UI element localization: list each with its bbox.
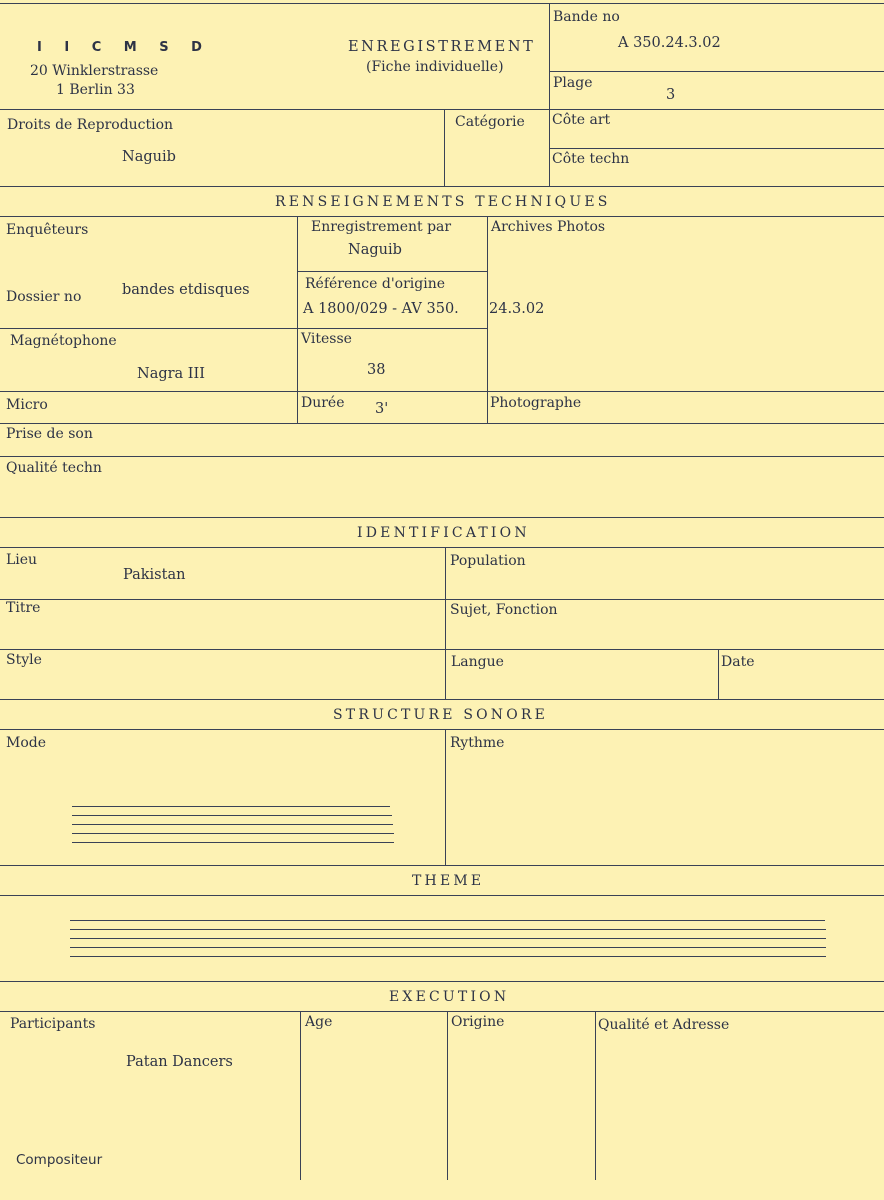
lieu-label: Lieu	[6, 552, 38, 568]
mode-staff-line-5	[72, 842, 394, 843]
theme-staff-line-5	[70, 956, 826, 957]
ident-section-title: IDENTIFICATION	[357, 525, 530, 541]
age-divider	[300, 1011, 301, 1180]
tech-section-title: RENSEIGNEMENTS TECHNIQUES	[275, 194, 611, 210]
magnetophone-value: Nagra III	[137, 366, 205, 382]
theme-section-title: THEME	[412, 873, 485, 889]
cote-rule	[549, 148, 884, 149]
ident-bottom-rule	[0, 699, 884, 700]
structure-section-title: STRUCTURE SONORE	[333, 707, 549, 723]
theme-title-rule	[0, 895, 884, 896]
top-border	[0, 3, 884, 4]
dossier-value: bandes etdisques	[122, 282, 250, 298]
participants-label: Participants	[10, 1016, 96, 1032]
origine-label: Origine	[451, 1014, 505, 1030]
style-top-rule	[0, 649, 884, 650]
execution-title-rule	[0, 1011, 884, 1012]
reference-value-a: A 1800/029 - AV 350.	[303, 301, 459, 317]
execution-section-title: EXECUTION	[389, 989, 510, 1005]
droits-value: Naguib	[122, 149, 176, 165]
date-label: Date	[721, 654, 755, 670]
header-bottom-rule	[0, 109, 884, 110]
prise-de-son-label: Prise de son	[6, 426, 93, 442]
institute-name: I I C M S D	[37, 40, 211, 55]
ident-divider	[445, 547, 446, 699]
reference-label: Référence d'origine	[305, 276, 446, 292]
reference-top-rule	[297, 271, 487, 272]
magneto-top-rule	[0, 328, 487, 329]
dossier-label: Dossier no	[6, 289, 82, 305]
style-label: Style	[6, 652, 42, 668]
participants-value: Patan Dancers	[126, 1054, 233, 1070]
origine-divider	[447, 1011, 448, 1180]
sujet-fonction-label: Sujet, Fonction	[450, 602, 558, 618]
qualite-adresse-label: Qualité et Adresse	[598, 1017, 730, 1033]
vitesse-value: 38	[367, 362, 386, 378]
mode-staff-line-3	[72, 824, 393, 825]
micro-label: Micro	[6, 397, 48, 413]
mode-staff-line-4	[72, 833, 394, 834]
tech-right-divider	[487, 216, 488, 423]
micro-top-rule	[0, 391, 884, 392]
rythme-label: Rythme	[450, 735, 505, 751]
tech-title-rule	[0, 216, 884, 217]
prise-top-rule	[0, 423, 884, 424]
titre-label: Titre	[6, 600, 41, 616]
mode-label: Mode	[6, 735, 47, 751]
bande-label: Bande no	[553, 9, 620, 25]
tech-left-divider	[297, 216, 298, 423]
droits-label: Droits de Reproduction	[7, 117, 174, 133]
institute-city: 1 Berlin 33	[56, 82, 135, 98]
theme-staff-line-4	[70, 947, 826, 948]
qualite-top-rule	[0, 456, 884, 457]
age-label: Age	[305, 1014, 333, 1030]
plage-top-rule	[549, 71, 884, 72]
cote-techn-label: Côte techn	[552, 151, 630, 167]
population-label: Population	[450, 553, 526, 569]
cote-art-label: Côte art	[552, 112, 611, 128]
tech-bottom-rule	[0, 517, 884, 518]
mode-staff-line-1	[72, 806, 390, 807]
duree-label: Durée	[301, 395, 345, 411]
structure-divider	[445, 729, 446, 865]
compositeur-label: Compositeur	[16, 1152, 103, 1168]
magnetophone-label: Magnétophone	[10, 333, 117, 349]
header-right-divider	[549, 3, 550, 186]
qualite-techn-label: Qualité techn	[6, 460, 102, 476]
plage-label: Plage	[553, 75, 593, 91]
rights-bottom-rule	[0, 186, 884, 187]
structure-bottom-rule	[0, 865, 884, 866]
titre-top-rule	[0, 599, 884, 600]
duree-value: 3'	[375, 401, 389, 417]
categorie-label: Catégorie	[455, 114, 525, 130]
vitesse-label: Vitesse	[301, 331, 352, 347]
theme-staff-line-1	[70, 920, 825, 921]
lieu-value: Pakistan	[123, 567, 186, 583]
institute-street: 20 Winklerstrasse	[30, 63, 159, 79]
qualite-adresse-divider	[595, 1011, 596, 1180]
form-title: ENREGISTREMENT	[348, 39, 536, 55]
theme-staff-line-2	[70, 929, 826, 930]
enqueteurs-label: Enquêteurs	[6, 222, 89, 238]
theme-bottom-rule	[0, 981, 884, 982]
archives-photos-label: Archives Photos	[491, 219, 606, 235]
mode-staff-line-2	[72, 815, 392, 816]
langue-label: Langue	[451, 654, 504, 670]
structure-title-rule	[0, 729, 884, 730]
theme-staff-line-3	[70, 938, 826, 939]
date-divider	[718, 649, 719, 699]
categorie-divider	[444, 109, 445, 186]
enregistrement-par-value: Naguib	[348, 242, 402, 258]
ident-title-rule	[0, 547, 884, 548]
reference-value-b: 24.3.02	[489, 301, 545, 317]
enregistrement-par-label: Enregistrement par	[311, 219, 452, 235]
plage-value: 3	[666, 87, 676, 103]
photographe-label: Photographe	[490, 395, 582, 411]
form-subtitle: (Fiche individuelle)	[366, 59, 504, 75]
bande-value: A 350.24.3.02	[618, 35, 721, 51]
